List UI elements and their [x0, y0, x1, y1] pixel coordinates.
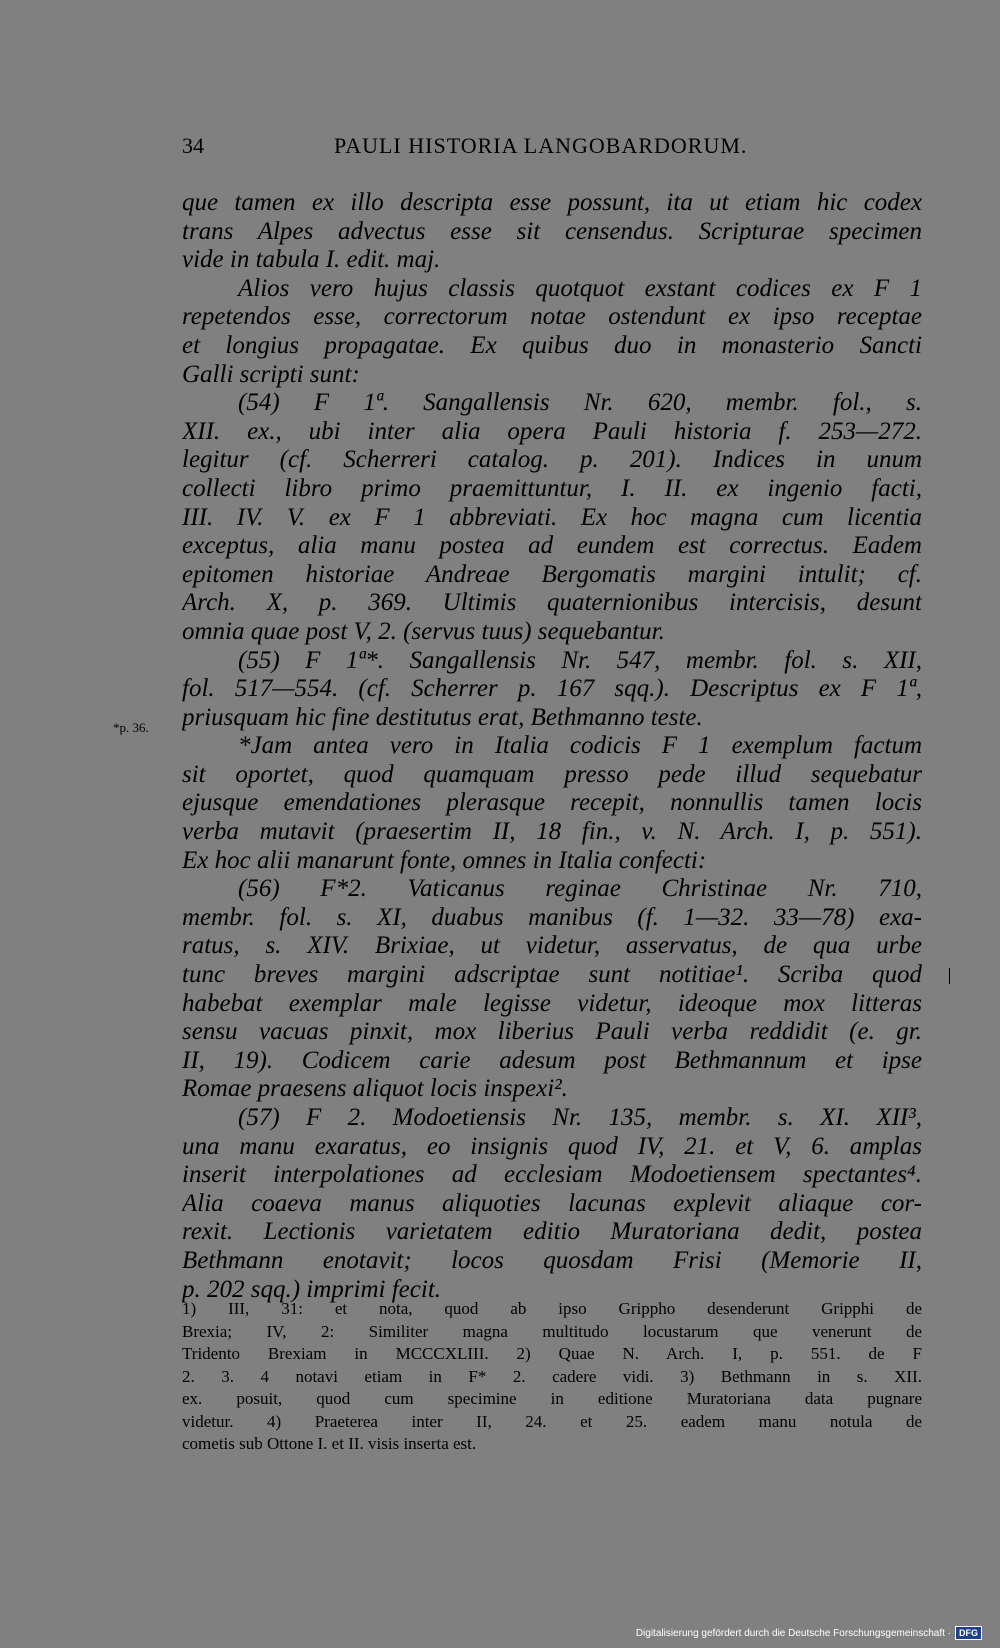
body-line: omnia quae post V, 2. (servus tuus) sequebantur. — [182, 617, 665, 645]
body-line: habebat exemplar male legisse videtur, ideoque mox litteras — [182, 989, 922, 1017]
footnote-line: Tridento Brexiam in MCCCXLIII. 2) Quae N. Arch. I, p. 551. de F — [182, 1344, 922, 1363]
footnote-line: 2. 3. 4 notavi etiam in F* 2. cadere vidi. 3) Bethmann in s. XII. — [182, 1366, 922, 1386]
body-line: ejusque emendationes plerasque recepit, nonnullis tamen locis — [182, 789, 922, 817]
body-line: repetendos esse, correctorum notae ostendunt ex ipso receptae — [182, 303, 922, 331]
body-line: ratus, s. XIV. Brixiae, ut videtur, asservatus, de qua urbe — [182, 932, 922, 960]
body-line: rexit. Lectionis varietatem editio Muratoriana dedit, postea — [182, 1218, 922, 1246]
body-line: Romae praesens aliquot locis inspexi². — [182, 1075, 568, 1103]
body-line: sit oportet, quod quamquam presso pede illud sequebatur — [182, 760, 922, 788]
credit-text: Digitalisierung gefördert durch die Deutsche Forschungsgemeinschaft · — [635, 1627, 951, 1639]
body-line: fol. 517—554. (cf. Scherrer p. 167 sqq.). Descriptus ex F 1ª, — [182, 675, 922, 703]
body-line: que tamen ex illo descripta esse possunt, ita ut etiam hic codex — [182, 189, 922, 216]
body-line: II, 19). Codicem carie adesum post Bethmannum et ipse — [182, 1046, 922, 1074]
footnote-line: videtur. 4) Praeterea inter II, 24. et 25. eadem manu notula de — [182, 1411, 922, 1431]
body-line: epitomen historiae Andreae Bergomatis margini intulit; cf. — [182, 560, 922, 588]
body-line: exceptus, alia manu postea ad eundem est correctus. Eadem — [182, 532, 922, 560]
footnote-line: ex. posuit, quod cum specimine in editione Muratoriana data pugnare — [182, 1389, 922, 1408]
body-line: et longius propagatae. Ex quibus duo in monasterio Sancti — [182, 331, 922, 359]
footnote-line: 1) III, 31: et nota, quod ab ipso Grippho desenderunt Gripphi de — [182, 1299, 922, 1318]
body-line: inserit interpolationes ad ecclesiam Modoetiensem spectantes⁴. — [182, 1161, 922, 1189]
body-line: priusquam hic fine destitutus erat, Bethmanno teste. — [182, 703, 703, 731]
body-line: Ex hoc alii manarunt fonte, omnes in Italia confecti: — [182, 846, 707, 874]
body-line: vide in tabula I. edit. maj. — [182, 246, 441, 274]
footnote-line: cometis sub Ottone I. et II. visis inserta est. — [182, 1434, 477, 1453]
body-line: III. IV. V. ex F 1 abbreviati. Ex hoc magna cum licentia — [182, 503, 922, 531]
page-header — [182, 133, 922, 163]
body-line: *Jam antea vero in Italia codicis F 1 exemplum factum — [238, 732, 922, 760]
footnote-line: Brexia; IV, 2: Similiter magna multitudo locustarum que venerunt de — [182, 1321, 922, 1341]
body-text — [182, 189, 922, 1304]
body-line: legitur (cf. Scherreri catalog. p. 201). Indices in unum — [182, 446, 922, 474]
margin-page-reference: *p. 36. — [113, 720, 149, 735]
body-line: una manu exaratus, eo insignis quod IV, 21. et V, 6. amplas — [182, 1132, 922, 1160]
body-line: XII. ex., ubi inter alia opera Pauli historia f. 253—272. — [182, 417, 922, 445]
body-line: tunc breves margini adscriptae sunt notitiae¹. Scriba quod — [182, 961, 922, 989]
margin-tick-mark — [949, 968, 950, 984]
body-line: (56) F*2. Vaticanus reginae Christinae Nr. 710, — [238, 875, 922, 903]
digitization-credit — [636, 1626, 982, 1640]
body-line: Galli scripti sunt: — [182, 360, 360, 388]
body-line: Alios vero hujus classis quotquot exstant codices ex F 1 — [238, 274, 922, 302]
body-line: (54) F 1ª. Sangallensis Nr. 620, membr. fol., s. — [238, 389, 922, 417]
footnotes — [182, 1298, 922, 1456]
body-line: verba mutavit (praesertim II, 18 fin., v. N. Arch. I, p. 551). — [182, 818, 922, 846]
body-line: Bethmann enotavit; locos quosdam Frisi (Memorie II, — [182, 1246, 922, 1274]
body-line: Arch. X, p. 369. Ultimis quaternionibus intercisis, desunt — [182, 589, 922, 617]
page-number: 34 — [182, 133, 204, 158]
body-line: sensu vacuas pinxit, mox liberius Pauli verba reddidit (e. gr. — [182, 1018, 922, 1046]
body-line: (55) F 1ª*. Sangallensis Nr. 547, membr. fol. s. XII, — [238, 646, 922, 674]
body-line: (57) F 2. Modoetiensis Nr. 135, membr. s. XI. XII³, — [238, 1104, 922, 1131]
running-title: PAULI HISTORIA LANGOBARDORUM. — [334, 133, 748, 158]
body-line: p. 202 sqq.) imprimi fecit. — [182, 1275, 442, 1303]
body-line: membr. fol. s. XI, duabus manibus (f. 1—32. 33—78) exa- — [182, 903, 922, 931]
body-line: Alia coaeva manus aliquoties lacunas explevit aliaque cor- — [182, 1189, 922, 1217]
body-line: trans Alpes advectus esse sit censendus. Scripturae specimen — [182, 217, 922, 245]
body-line: collecti libro primo praemittuntur, I. II. ex ingenio facti, — [182, 474, 922, 502]
dfg-logo: DFG — [955, 1626, 982, 1640]
